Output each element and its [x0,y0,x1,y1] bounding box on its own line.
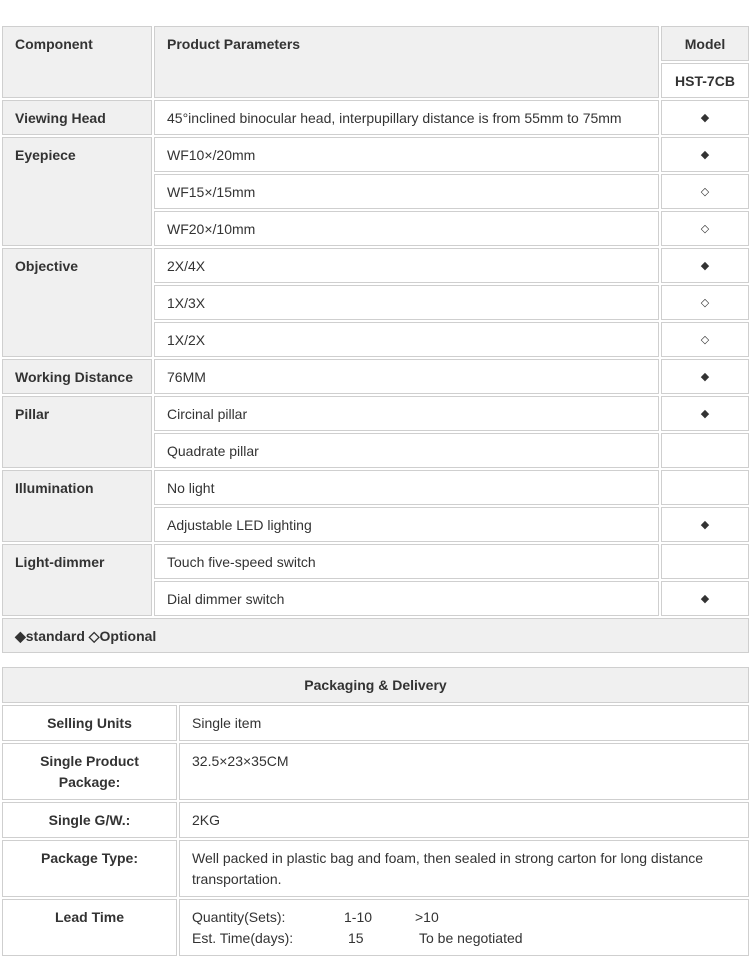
parameter-cell: 76MM [154,359,659,394]
parameter-cell: 1X/3X [154,285,659,320]
component-cell: Objective [2,248,152,357]
spec-row [2,359,749,394]
packaging-row [2,840,749,897]
lead-time-row [2,899,749,956]
time-value: 15 [348,930,364,946]
lead-time-label: Lead Time [2,899,177,956]
packaging-row [2,705,749,741]
header-model: Model [661,26,749,61]
spec-row [2,137,749,172]
lead-time-quantity-line [192,907,736,928]
model-mark-cell [661,470,749,505]
model-mark-cell: ◆ [661,507,749,542]
quantity-value: >10 [415,909,439,925]
parameter-cell: Circinal pillar [154,396,659,431]
header-product-parameters: Product Parameters [154,26,659,98]
model-mark-cell [661,433,749,468]
parameter-cell: 45°inclined binocular head, interpupillary distance is from 55mm to 75mm [154,100,659,135]
packaging-row [2,743,749,800]
model-mark-cell: ◆ [661,359,749,394]
packaging-title: Packaging & Delivery [2,667,749,703]
time-value: To be negotiated [419,930,523,946]
parameter-cell: Quadrate pillar [154,433,659,468]
lead-time-value [179,899,749,956]
packaging-value: 32.5×23×35CM [179,743,749,800]
model-mark-cell: ◇ [661,174,749,209]
quantity-value: 1-10 [344,909,373,925]
spec-row [2,544,749,579]
model-mark-cell: ◆ [661,100,749,135]
spec-row [2,470,749,505]
spec-row [2,248,749,283]
parameter-cell: Touch five-speed switch [154,544,659,579]
model-mark-cell: ◆ [661,137,749,172]
parameter-cell: WF20×/10mm [154,211,659,246]
parameter-cell: No light [154,470,659,505]
model-mark-cell: ◇ [661,322,749,357]
parameter-cell: Dial dimmer switch [154,581,659,616]
component-cell: Working Distance [2,359,152,394]
packaging-label: Selling Units [2,705,177,741]
parameter-cell: Adjustable LED lighting [154,507,659,542]
packaging-table [0,665,751,958]
parameter-cell: WF15×/15mm [154,174,659,209]
parameter-cell: 1X/2X [154,322,659,357]
packaging-row [2,802,749,838]
component-cell: Illumination [2,470,152,542]
component-cell: Pillar [2,396,152,468]
model-mark-cell: ◇ [661,285,749,320]
packaging-label: Single Product Package: [2,743,177,800]
quantity-label: Quantity(Sets): [192,909,286,925]
header-component: Component [2,26,152,98]
model-mark-cell: ◆ [661,248,749,283]
spec-row [2,396,749,431]
packaging-label: Single G/W.: [2,802,177,838]
model-mark-cell [661,544,749,579]
model-name: HST-7CB [661,63,749,98]
spec-row [2,100,749,135]
parameter-cell: 2X/4X [154,248,659,283]
parameter-cell: WF10×/20mm [154,137,659,172]
model-mark-cell: ◆ [661,581,749,616]
packaging-value: Well packed in plastic bag and foam, then sealed in strong carton for long distance transportation. [179,840,749,897]
component-cell: Viewing Head [2,100,152,135]
component-cell: Light-dimmer [2,544,152,616]
component-cell: Eyepiece [2,137,152,246]
spec-table [0,24,751,655]
packaging-value: 2KG [179,802,749,838]
model-mark-cell: ◆ [661,396,749,431]
model-mark-cell: ◇ [661,211,749,246]
legend-cell: ◆standard ◇Optional [2,618,749,653]
lead-time-days-line [192,928,736,949]
time-label: Est. Time(days): [192,930,294,946]
packaging-label: Package Type: [2,840,177,897]
packaging-value: Single item [179,705,749,741]
